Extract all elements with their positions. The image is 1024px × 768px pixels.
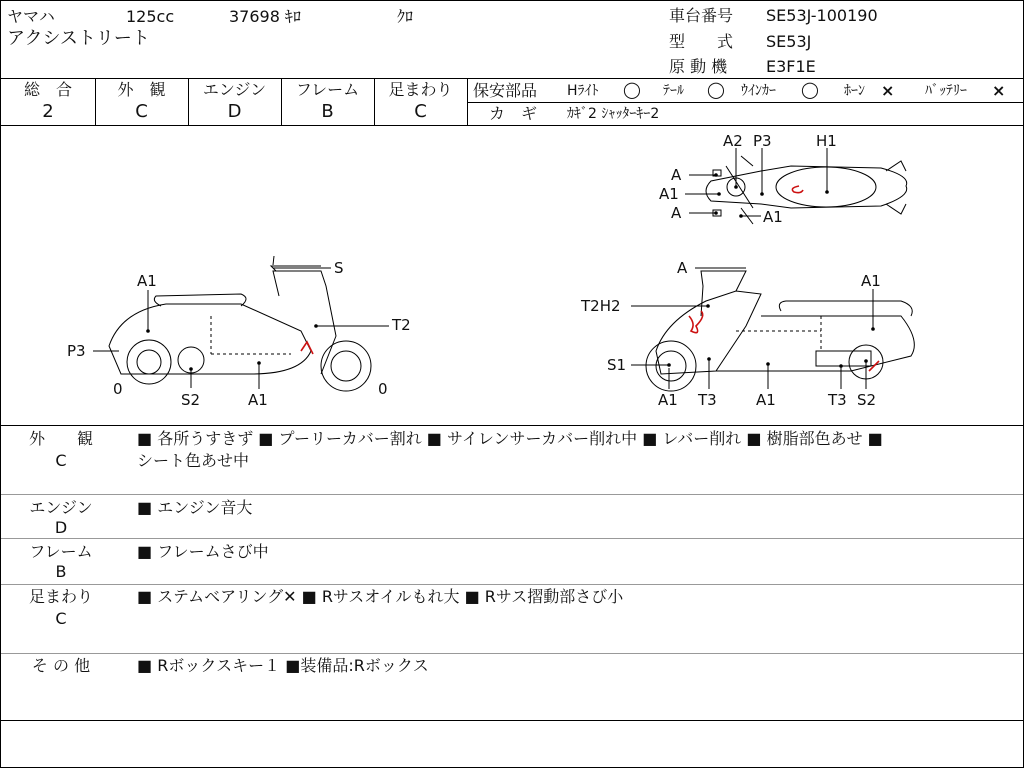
rule-grades-top [1, 78, 1023, 79]
remark-grade-exterior: C [55, 451, 67, 470]
grade-label-overall: 総 合 [23, 80, 72, 99]
remark-grade-engine: D [54, 518, 68, 537]
displacement: 125cc [126, 7, 175, 26]
remark-text-suspension: ■ ステムベアリング✕ ■ Rサスオイルもれ大 ■ Rサス摺動部さび小 [137, 587, 624, 606]
label-a1: A1 [248, 391, 268, 409]
label-t3: T3 [698, 391, 717, 409]
grade-label-engine: エンジン [202, 80, 267, 99]
rule-remark [1, 653, 1023, 654]
label-a1: A1 [756, 391, 776, 409]
label-a: A [671, 166, 682, 184]
model-name: アクシストリート [7, 28, 150, 49]
label-p3: P3 [753, 132, 772, 150]
label-t3: T3 [828, 391, 847, 409]
label-s2: S2 [857, 391, 877, 409]
label-s2: S2 [181, 391, 201, 409]
label-h1: H1 [816, 132, 837, 150]
remark-text-exterior-2: シート色あせ中 [137, 451, 250, 470]
label-a1: A1 [137, 272, 157, 290]
rule-remark [1, 538, 1023, 539]
grade-value-overall: 2 [42, 101, 54, 122]
engine-label: 原 動 機 [669, 57, 728, 76]
label-zero: 0 [378, 380, 388, 398]
grade-value-frame: B [321, 101, 334, 122]
grade-label-frame: フレーム [295, 80, 360, 99]
remark-grade-frame: B [55, 562, 67, 581]
label-a1: A1 [763, 208, 783, 226]
tail-label: ﾃｰﾙ [663, 83, 684, 99]
label-a1: A1 [658, 391, 678, 409]
remark-label-other: そ の 他 [31, 656, 91, 675]
remark-text-frame: ■ フレームさび中 [137, 542, 269, 561]
maker: ヤマハ [7, 7, 55, 26]
remark-label-exterior: 外 観 [28, 429, 93, 448]
remark-label-suspension: 足まわり [28, 587, 93, 606]
frame-no: SE53J-100190 [766, 6, 878, 25]
label-t2h2: T2H2 [581, 297, 621, 315]
type-label: 型 式 [669, 32, 734, 51]
damage-mark [792, 186, 803, 193]
grade-value-suspension: C [414, 101, 427, 122]
winker-label: ｳｲﾝｶｰ [741, 83, 776, 99]
label-a2: A2 [723, 132, 743, 150]
label-p3: P3 [67, 342, 86, 360]
horn-label: ﾎｰﾝ [844, 83, 865, 99]
battery-label: ﾊﾞｯﾃﾘｰ [925, 83, 967, 99]
label-a: A [671, 204, 682, 222]
horn-ng-icon: × [881, 81, 895, 100]
rule-remark [1, 494, 1023, 495]
remark-grade-suspension: C [55, 609, 67, 628]
frame-no-label: 車台番号 [669, 6, 734, 25]
label-s: S [334, 259, 344, 277]
key-label: カ ギ [489, 104, 538, 123]
scooter-damage-diagram [1, 126, 1023, 424]
safety-label: 保安部品 [473, 81, 538, 100]
headlight-ok-icon: ◯ [623, 80, 641, 99]
rule-remark [1, 584, 1023, 585]
label-a1: A1 [861, 272, 881, 290]
winker-ok-icon: ◯ [801, 80, 819, 99]
engine-value: E3F1E [766, 57, 816, 76]
remark-label-engine: エンジン [29, 498, 93, 517]
grade-value-exterior: C [135, 101, 148, 122]
color: ｸﾛ [397, 7, 414, 26]
remark-text-exterior: ■ 各所うすきず ■ プーリーカバー割れ ■ サイレンサーカバー削れ中 ■ レバー削れ ■ 樹脂部色あせ ■ [137, 429, 883, 448]
label-a: A [677, 259, 688, 277]
type-value: SE53J [766, 32, 812, 51]
grade-label-suspension: 足まわり [388, 80, 453, 99]
label-zero: 0 [113, 380, 123, 398]
tail-ok-icon: ◯ [707, 80, 725, 99]
grade-label-exterior: 外 観 [117, 80, 166, 99]
remark-label-frame: フレーム [29, 542, 93, 561]
grade-value-engine: D [227, 101, 242, 122]
remark-text-engine: ■ エンジン音大 [137, 498, 253, 517]
key-value: ｶｷﾞ2 ｼｬｯﾀｰｷｰ2 [567, 106, 660, 122]
mileage: 37698 ｷﾛ [229, 7, 301, 26]
label-a1: A1 [659, 185, 679, 203]
headlight-label: Hﾗｲﾄ [567, 83, 599, 99]
battery-ng-icon: × [992, 81, 1006, 100]
label-t2: T2 [392, 316, 411, 334]
rule-safety-mid [467, 102, 1023, 103]
label-s1: S1 [607, 356, 627, 374]
rule-remark-bottom [1, 720, 1023, 721]
remark-text-other: ■ Rボックスキー１ ■装備品:Rボックス [137, 656, 429, 675]
rule-diagram-bottom [1, 425, 1023, 426]
